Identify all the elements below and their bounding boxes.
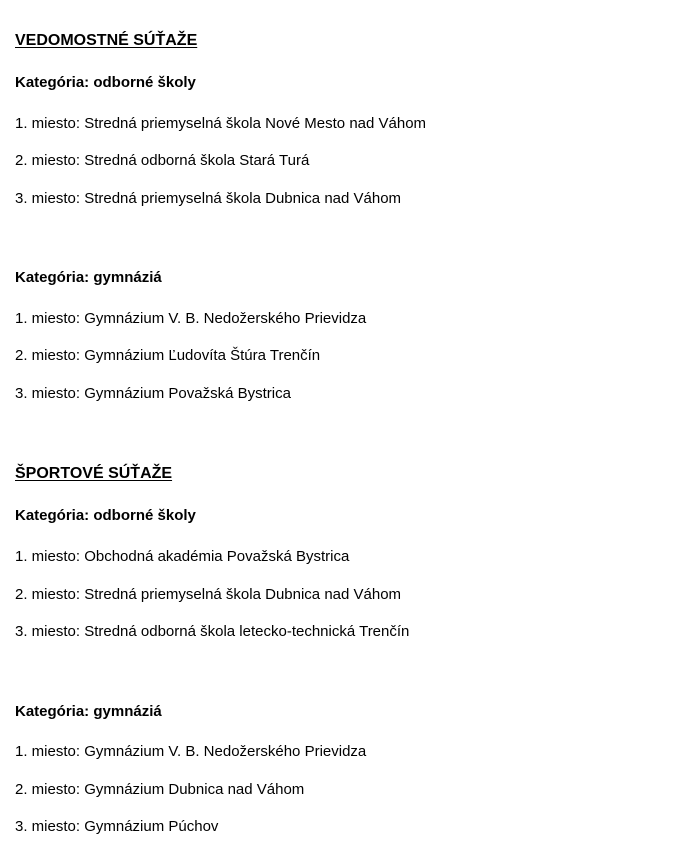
result-entry: 3. miesto: Stredná priemyselná škola Dubnica nad Váhom (15, 190, 402, 207)
result-entry: 1. miesto: Gymnázium V. B. Nedožerského Prievidza (15, 743, 367, 760)
category-label: Kategória: odborné školy (15, 74, 196, 91)
result-entry: 3. miesto: Gymnázium Púchov (15, 818, 219, 835)
result-entry: 1. miesto: Obchodná akadémia Považská Bystrica (15, 548, 350, 565)
category-label: Kategória: odborné školy (15, 507, 196, 524)
result-entry: 3. miesto: Gymnázium Považská Bystrica (15, 385, 291, 402)
result-entry: 2. miesto: Stredná odborná škola Stará Turá (15, 152, 310, 169)
result-entry: 2. miesto: Stredná priemyselná škola Dubnica nad Váhom (15, 586, 402, 603)
category-label: Kategória: gymnáziá (15, 703, 162, 720)
result-entry: 1. miesto: Stredná priemyselná škola Nové Mesto nad Váhom (15, 115, 427, 132)
result-entry: 2. miesto: Gymnázium Dubnica nad Váhom (15, 781, 305, 798)
result-entry: 1. miesto: Gymnázium V. B. Nedožerského Prievidza (15, 310, 367, 327)
category-label: Kategória: gymnáziá (15, 269, 162, 286)
section-heading-sports: ŠPORTOVÉ SÚŤAŽE (15, 465, 173, 482)
result-entry: 2. miesto: Gymnázium Ľudovíta Štúra Trenčín (15, 347, 321, 364)
result-entry: 3. miesto: Stredná odborná škola letecko-technická Trenčín (15, 623, 410, 640)
section-heading-knowledge: VEDOMOSTNÉ SÚŤAŽE (15, 32, 198, 49)
